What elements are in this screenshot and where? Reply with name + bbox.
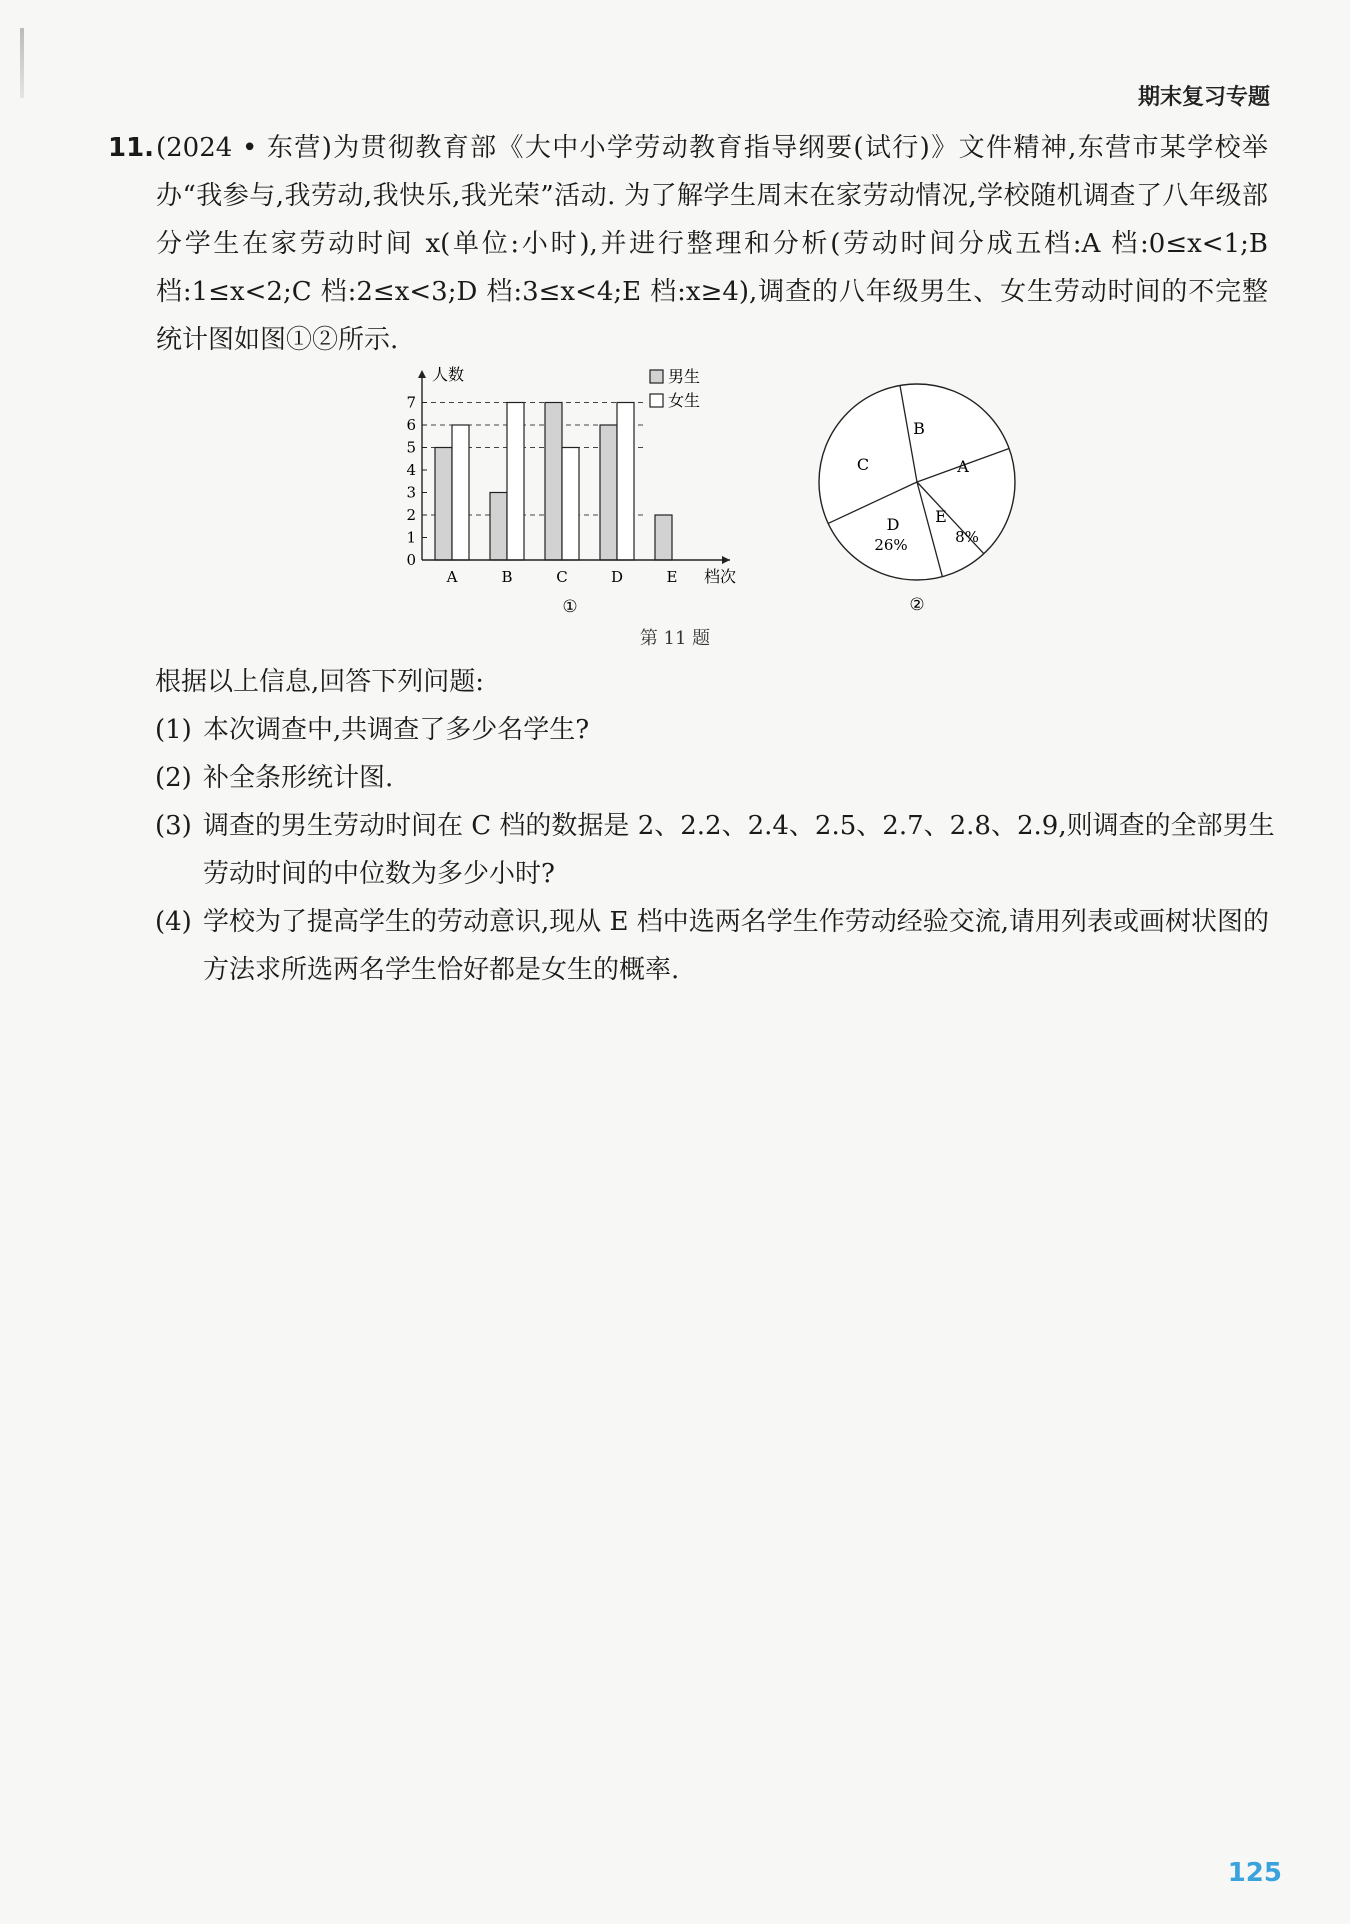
question-text: 本次调查中,共调查了多少名学生?	[203, 715, 590, 745]
question-item	[155, 706, 1275, 754]
pie-slice-percent-d: 26%	[874, 536, 908, 554]
bar-e-boys	[655, 515, 672, 560]
question-text: 调查的男生劳动时间在 C 档的数据是 2、2.2、2.4、2.5、2.7、2.8、2.9,则调查的全部男生劳动时间的中位数为多少小时?	[203, 811, 1275, 889]
x-tick-label: B	[501, 568, 513, 586]
x-axis-arrow	[722, 556, 730, 564]
y-tick-label: 0	[406, 551, 416, 569]
figure-label: ①	[562, 597, 578, 617]
bar-d-boys	[600, 425, 617, 560]
bar-c-boys	[545, 403, 562, 561]
legend-swatch	[650, 394, 663, 407]
question-number: (1)	[155, 715, 192, 745]
x-tick-label: E	[666, 568, 678, 586]
pie-slice-label-e: E	[935, 507, 947, 526]
x-tick-label: A	[446, 568, 458, 586]
pie-slice-label-c: C	[856, 455, 870, 474]
bar-chart	[400, 360, 760, 620]
bar-a-girls	[452, 425, 469, 560]
problem-text: (2024 • 东营)为贯彻教育部《大中小学劳动教育指导纲要(试行)》文件精神,东营市某学校举办“我参与,我劳动,我快乐,我光荣”活动. 为了解学生周末在家劳动情况,学校随机调查了八年级部分学生在家劳动时间 x(单位:小时),并进行整理和分析(劳动时间分成五档:A 档:0≤x<1;B 档:1≤x<2;C 档:2≤x<3;D 档:3≤x<4;E 档:x≥4),调查的八年级男生、女生劳动时间的不完整统计图如图①②所示.	[156, 133, 1268, 355]
section-title: 期末复习专题	[1137, 85, 1270, 110]
y-tick-label: 6	[406, 416, 416, 434]
legend-label: 女生	[668, 391, 701, 410]
pie-chart	[815, 382, 1035, 612]
y-axis-arrow	[418, 370, 426, 378]
y-tick-label: 3	[406, 483, 416, 502]
pie-slice-percent-e: 8%	[955, 528, 979, 546]
questions-intro: 根据以上信息,回答下列问题:	[155, 667, 485, 697]
y-tick-label: 1	[406, 528, 416, 547]
bar-b-girls	[507, 403, 524, 561]
questions	[155, 658, 1275, 994]
bar-a-boys	[435, 448, 452, 561]
figure-label: ②	[909, 595, 925, 612]
bar-d-girls	[617, 403, 634, 561]
question-text: 补全条形统计图.	[203, 763, 394, 793]
page-number: 125	[1227, 1858, 1282, 1888]
y-tick-label: 5	[406, 438, 416, 457]
x-tick-label: C	[556, 568, 568, 586]
legend-label: 男生	[668, 367, 701, 386]
bar-c-girls	[562, 448, 579, 561]
pie-slice-label-d: D	[886, 515, 900, 534]
page-edge-mark	[20, 28, 24, 98]
figure-11	[0, 360, 1350, 650]
bar-b-boys	[490, 493, 507, 561]
legend-swatch	[650, 370, 663, 383]
y-tick-label: 4	[406, 461, 416, 479]
y-tick-label: 7	[406, 393, 416, 412]
y-tick-label: 2	[406, 506, 416, 524]
problem-number: 11.	[108, 133, 155, 163]
question-text: 学校为了提高学生的劳动意识,现从 E 档中选两名学生作劳动经验交流,请用列表或画树状图的方法求所选两名学生恰好都是女生的概率.	[203, 907, 1270, 985]
figure-caption: 第 11 题	[639, 628, 711, 649]
question-number: (2)	[155, 763, 192, 793]
problem-11	[108, 124, 1268, 364]
pie-slice-label-b: B	[913, 419, 925, 438]
question-item	[155, 802, 1275, 898]
y-axis-label: 人数	[432, 365, 465, 384]
question-number: (3)	[155, 811, 192, 841]
question-item	[155, 898, 1275, 994]
question-item	[155, 754, 1275, 802]
x-tick-label: D	[610, 568, 624, 586]
question-number: (4)	[155, 907, 192, 937]
pie-slice-label-a: A	[957, 457, 969, 476]
x-axis-label: 档次	[704, 567, 737, 586]
